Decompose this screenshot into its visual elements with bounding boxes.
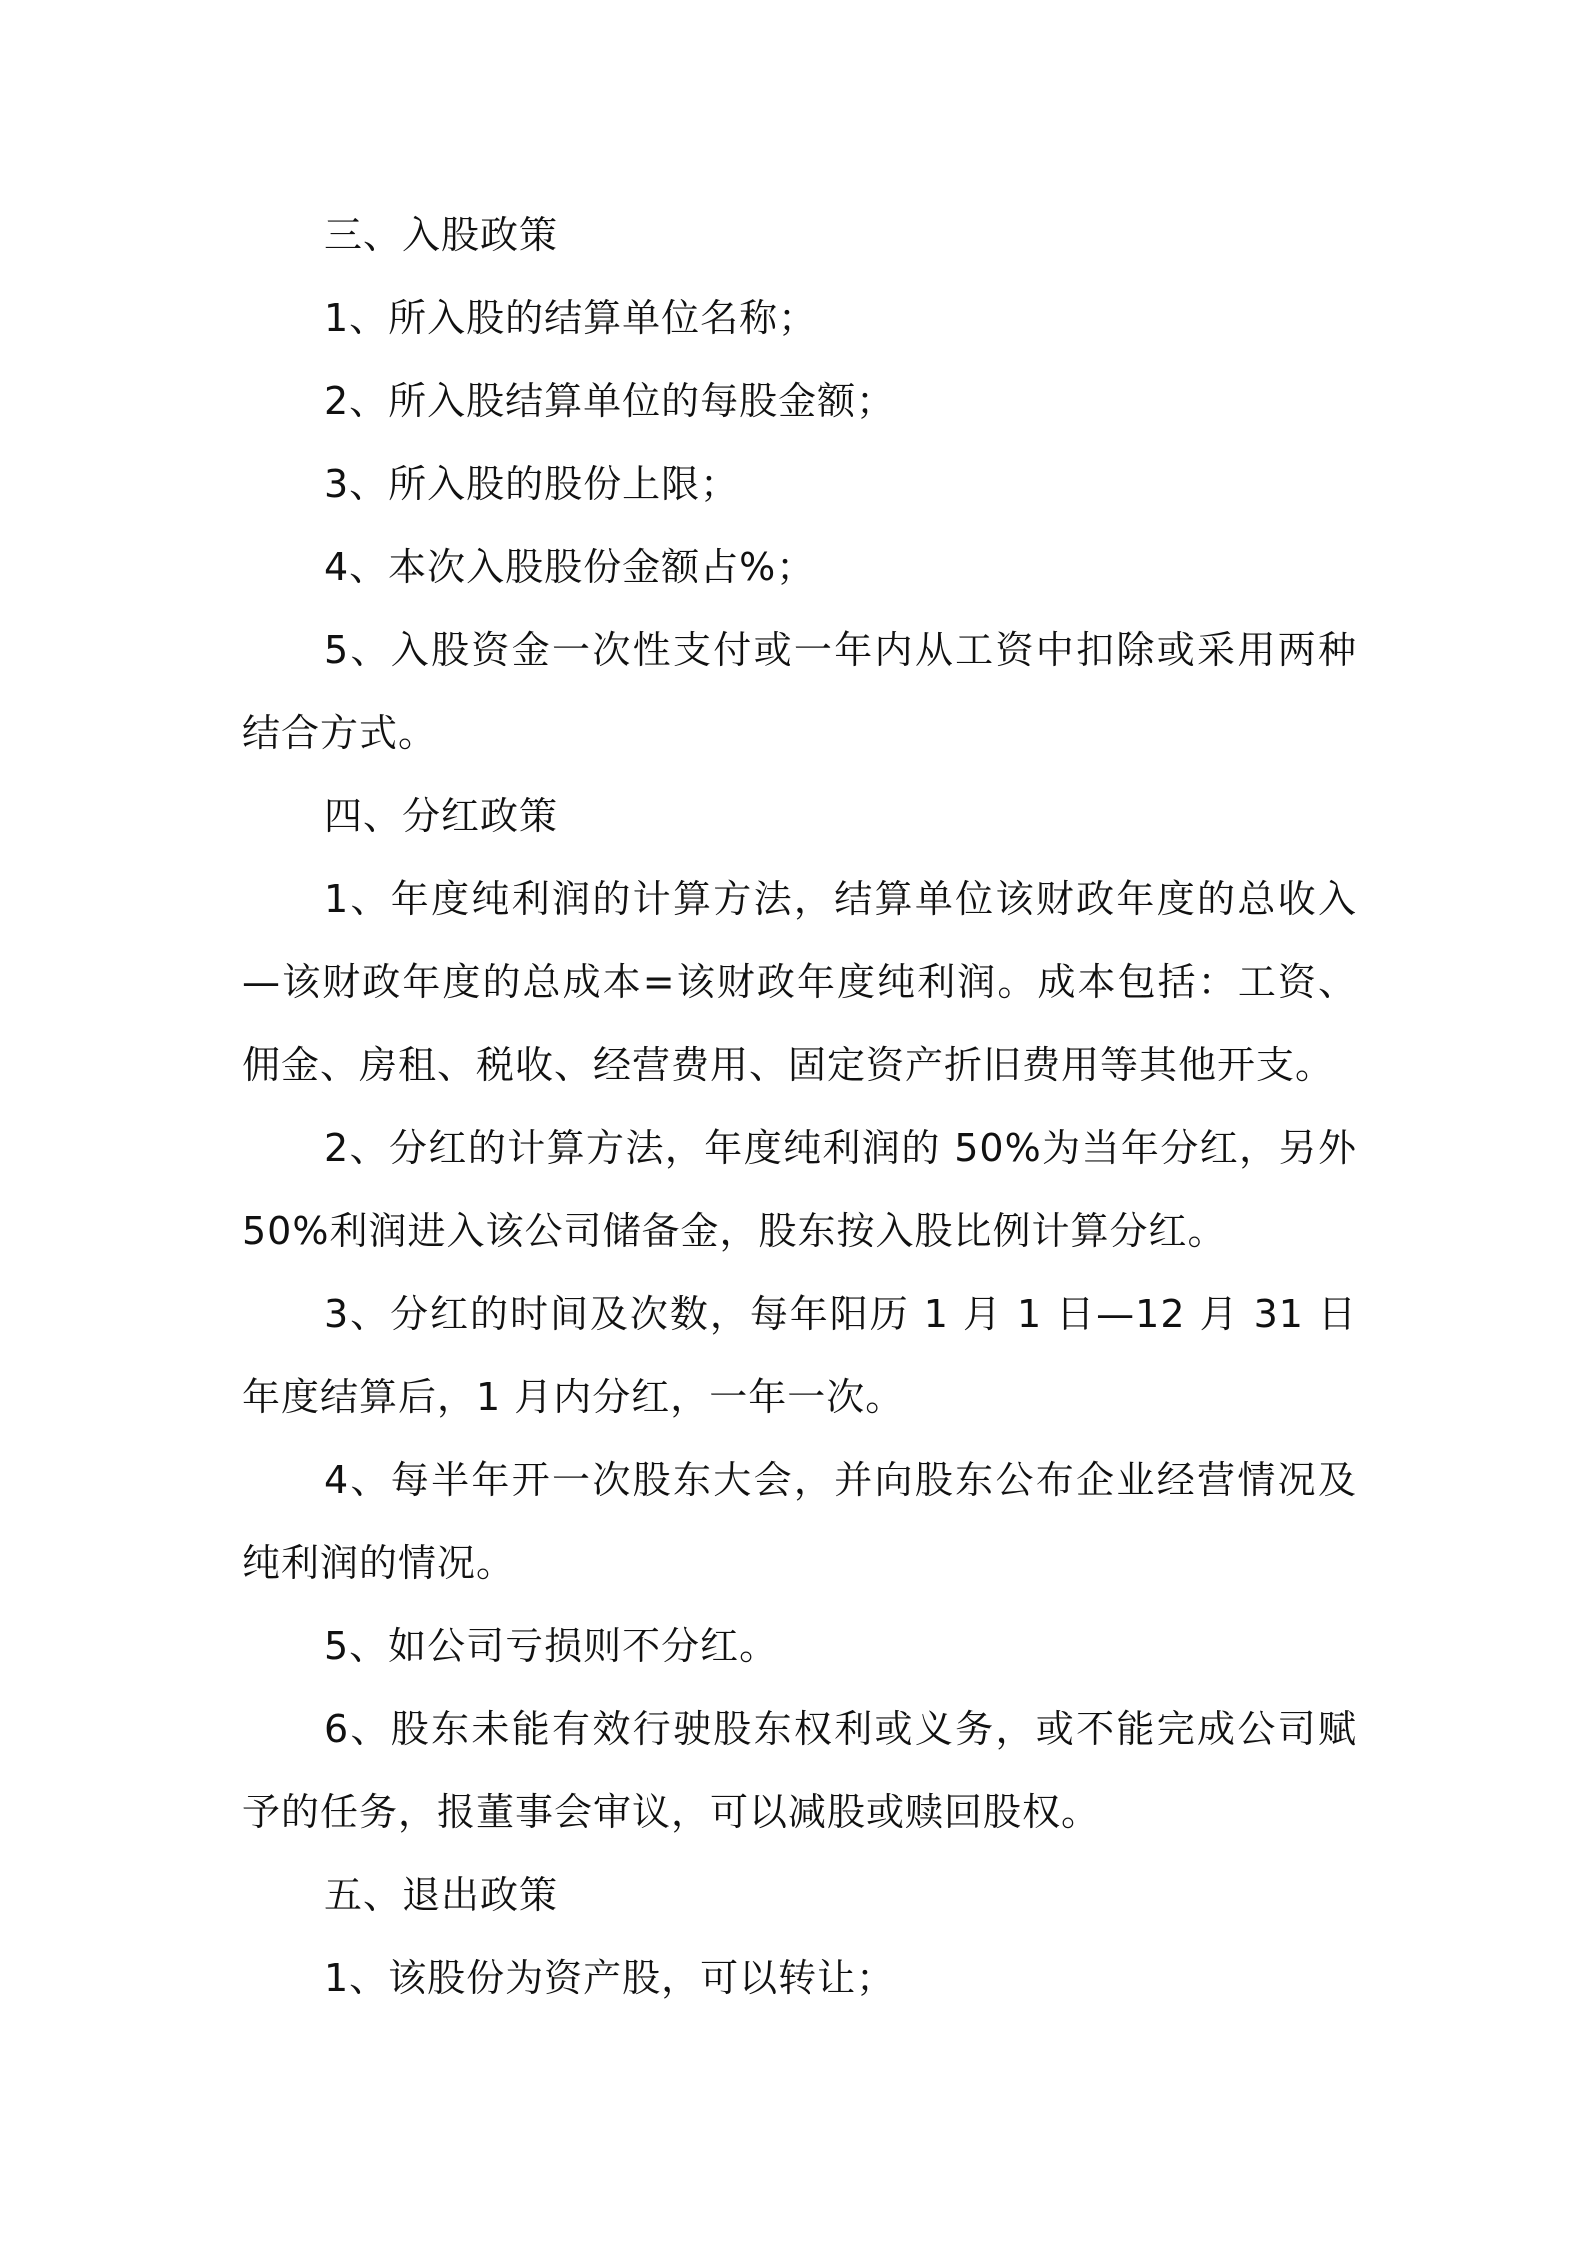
paragraph-item: 1、年度纯利润的计算方法，结算单位该财政年度的总收入—该财政年度的总成本=该财政年度纯利润。成本包括：工资、佣金、房租、税收、经营费用、固定资产折旧费用等其他开支。 (242, 877, 1357, 1087)
document-body (242, 194, 1357, 2020)
paragraph-item: 3、分红的时间及次数，每年阳历 1 月 1 日—12 月 31 日年度结算后，1 月内分红，一年一次。 (242, 1292, 1357, 1419)
paragraph-item: 1、所入股的结算单位名称； (324, 296, 818, 340)
paragraph-item: 6、股东未能有效行驶股东权利或义务，或不能完成公司赋予的任务，报董事会审议，可以减股或赎回股权。 (242, 1707, 1357, 1834)
paragraph-item: 5、如公司亏损则不分红。 (324, 1624, 779, 1668)
section-heading-equity-policy: 三、入股政策 (324, 213, 559, 257)
paragraph-item: 5、入股资金一次性支付或一年内从工资中扣除或采用两种结合方式。 (242, 628, 1357, 755)
paragraph-item: 4、本次入股股份金额占%； (324, 545, 816, 589)
paragraph-item: 2、所入股结算单位的每股金额； (324, 379, 896, 423)
paragraph-item: 3、所入股的股份上限； (324, 462, 740, 506)
paragraph-item: 4、每半年开一次股东大会，并向股东公布企业经营情况及纯利润的情况。 (242, 1458, 1357, 1585)
paragraph-item: 1、该股份为资产股，可以转让； (324, 1956, 896, 2000)
section-heading-dividend-policy: 四、分红政策 (324, 794, 559, 838)
paragraph-item: 2、分红的计算方法，年度纯利润的 50%为当年分红，另外50%利润进入该公司储备金，股东按入股比例计算分红。 (242, 1126, 1357, 1253)
section-heading-exit-policy: 五、退出政策 (324, 1873, 559, 1917)
